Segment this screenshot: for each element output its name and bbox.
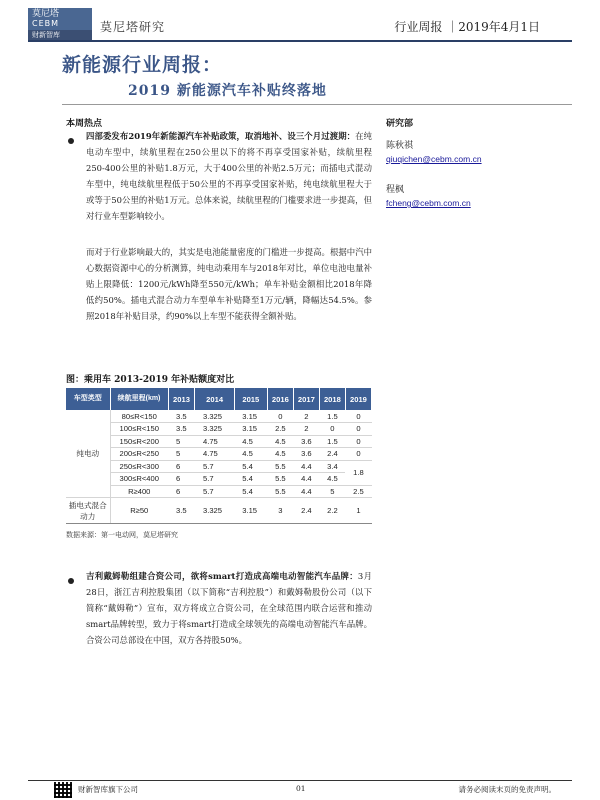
- research-dept-heading: 研究部: [386, 119, 414, 129]
- table-cell: 5: [168, 435, 195, 448]
- table-cell: 100≤R<150: [110, 423, 168, 436]
- page-title: 新能源行业周报：: [62, 54, 223, 76]
- table-cell: 4.5: [234, 448, 267, 461]
- table-cell: 3.15: [234, 423, 267, 436]
- table-cell: 2.2: [319, 498, 345, 524]
- news-item-1: [86, 128, 372, 224]
- table-cell: 0: [345, 448, 371, 461]
- table-cell: 300≤R<400: [110, 473, 168, 486]
- column-header: 2015: [234, 388, 267, 410]
- disclaimer-note: 请务必阅读末页的免责声明。: [458, 785, 556, 794]
- analyst-name: 陈秋祺: [386, 141, 414, 151]
- table-cell: 0: [319, 423, 345, 436]
- table-cell: 4.75: [195, 435, 234, 448]
- table-cell: 5.7: [195, 460, 234, 473]
- subsidy-table: [66, 388, 372, 524]
- table-cell: 5.5: [267, 473, 293, 486]
- header-divider: [28, 40, 572, 42]
- table-cell: 1.5: [319, 435, 345, 448]
- table-cell: 3.6: [293, 448, 319, 461]
- column-header: 2019: [345, 388, 371, 410]
- table-cell: 5: [319, 485, 345, 498]
- table-cell: 2: [293, 410, 319, 423]
- table-cell: 4.5: [319, 473, 345, 486]
- table-cell: 6: [168, 460, 195, 473]
- section-heading: 本周热点: [66, 119, 103, 129]
- table-row: [66, 410, 372, 423]
- table-cell: 4.75: [195, 448, 234, 461]
- table-cell: 4.5: [267, 448, 293, 461]
- table-row: [66, 435, 372, 448]
- table-row: [66, 485, 372, 498]
- table-row: [66, 460, 372, 473]
- analyst-name: 程枫: [386, 185, 405, 195]
- table-cell: 0: [345, 410, 371, 423]
- column-header: 2014: [195, 388, 234, 410]
- column-header: 2018: [319, 388, 345, 410]
- category-cell: 插电式混合动力: [66, 498, 110, 524]
- news-item-2-body: 3月28日，浙江吉利控股集团（以下简称“吉利控股”）和戴姆勒股份公司（以下简称“戴姆勒”）宣布，双方将成立合资公司，在全球范围内联合运营和推动smart品牌转型，致力于将smart打造成全球领先的高端电动智能汽车品牌。合资公司总部设在中国，双方各持股50%。: [86, 571, 372, 645]
- analysis-paragraph: 而对于行业影响最大的，其实是电池能量密度的门槛进一步提高。根据中汽中心数据资源中心的分析测算，纯电动乘用车与2018年对比，单位电池电量补贴上限降低：1200元/kWh降至550元/kWh；单车补贴金额相比2018年降低约50%。插电式混合动力车型单车补贴降至1万元/辆，降幅达54.5%。参照2018年补贴目录，约90%以上车型不能获得全额补贴。: [86, 247, 372, 321]
- table-cell: 3: [267, 498, 293, 524]
- table-cell: 5.7: [195, 485, 234, 498]
- table-row: [66, 473, 372, 486]
- table-cell: 4.5: [234, 435, 267, 448]
- table-cell: 2.5: [267, 423, 293, 436]
- column-header: 2013: [168, 388, 195, 410]
- table-cell: 3.4: [319, 460, 345, 473]
- table-cell: R≥50: [110, 498, 168, 524]
- table-cell: 3.15: [234, 410, 267, 423]
- table-cell: 5: [168, 448, 195, 461]
- table-cell: 5.5: [267, 460, 293, 473]
- table-cell: 3.5: [168, 423, 195, 436]
- data-source-note: 数据来源：第一电动网，莫尼塔研究: [66, 531, 178, 539]
- report-type-date: 行业周报 ｜2019年4月1日: [394, 20, 540, 34]
- logo-text: 莫尼塔: [32, 9, 60, 19]
- table-cell: 4.4: [293, 460, 319, 473]
- table-cell: 3.5: [168, 498, 195, 524]
- table-cell: 0: [345, 423, 371, 436]
- table-cell: 6: [168, 473, 195, 486]
- column-header: 续航里程(km): [110, 388, 168, 410]
- column-header: 车型类型: [66, 388, 110, 410]
- table-cell: 2.4: [319, 448, 345, 461]
- news-item-2: [86, 568, 372, 648]
- table-cell: 6: [168, 485, 195, 498]
- brand-name: 莫尼塔研究: [100, 20, 166, 34]
- news-item-2-lead: 吉利戴姆勒组建合资公司，欲将smart打造成高端电动智能汽车品牌：: [86, 571, 358, 581]
- table-cell: 5.5: [267, 485, 293, 498]
- qr-code-icon: [54, 782, 72, 798]
- title-divider: [62, 104, 572, 105]
- table-cell: 80≤R<150: [110, 410, 168, 423]
- table-row: [66, 448, 372, 461]
- table-cell: 200≤R<250: [110, 448, 168, 461]
- category-cell: 纯电动: [66, 410, 110, 498]
- table-cell: 2.4: [293, 498, 319, 524]
- analyst-email[interactable]: fcheng@cebm.com.cn: [386, 198, 471, 208]
- table-cell: 5.4: [234, 460, 267, 473]
- table-cell: 3.325: [195, 410, 234, 423]
- table-cell: 3.325: [195, 423, 234, 436]
- analyst-email[interactable]: qiuqichen@cebm.com.cn: [386, 154, 482, 164]
- table-cell: 4.4: [293, 485, 319, 498]
- column-header: 2017: [293, 388, 319, 410]
- footer-divider: [28, 780, 572, 781]
- table-cell: 150≤R<200: [110, 435, 168, 448]
- bullet-icon: [68, 138, 74, 144]
- table-cell: 4.5: [267, 435, 293, 448]
- news-item-1-body: 在纯电动车型中，续航里程在250公里以下的将不再享受国家补贴，续航里程250-400公里的补贴1.8万元，大于400公里的补贴2.5万元；而插电式混动车型中，纯电续航里程低于50公里的不再享受国家补贴，纯电续航里程大于或等于50公里的补贴1万元。总体来说，续航里程的门槛要求进一步提高，但对行业车型影响较小。: [86, 131, 373, 221]
- table-cell: R≥400: [110, 485, 168, 498]
- page-number: 01: [296, 784, 306, 793]
- table-cell: 1: [345, 498, 371, 524]
- table-cell: 3.325: [195, 498, 234, 524]
- footer-company: 财新智库旗下公司: [78, 785, 138, 794]
- table-row: [66, 423, 372, 436]
- table-cell: 4.4: [293, 473, 319, 486]
- logo-sub: CEBM: [32, 19, 60, 28]
- table-cell: 250≤R<300: [110, 460, 168, 473]
- table-cell: 5.7: [195, 473, 234, 486]
- table-caption: 图：乘用车 2013-2019 年补贴额度对比: [66, 375, 235, 385]
- company-logo: [28, 8, 92, 40]
- table-cell: 3.6: [293, 435, 319, 448]
- table-cell: 2.5: [345, 485, 371, 498]
- table-cell: 1.5: [319, 410, 345, 423]
- table-cell: 5.4: [234, 485, 267, 498]
- table-cell: 3.15: [234, 498, 267, 524]
- table-cell: 5.4: [234, 473, 267, 486]
- table-cell: 3.5: [168, 410, 195, 423]
- table-cell: 2: [293, 423, 319, 436]
- merged-cell: 1.8: [345, 460, 371, 485]
- column-header: 2016: [267, 388, 293, 410]
- table-row: [66, 498, 372, 524]
- table-header-row: [66, 388, 372, 410]
- table-cell: 0: [267, 410, 293, 423]
- logo-bottom-text: 财新智库: [28, 30, 92, 40]
- page-subtitle: 2019 新能源汽车补贴终落地: [128, 83, 327, 99]
- table-cell: 0: [345, 435, 371, 448]
- news-item-1-lead: 四部委发布2019年新能源汽车补贴政策，取消地补、设三个月过渡期：: [86, 131, 356, 141]
- bullet-icon: [68, 578, 74, 584]
